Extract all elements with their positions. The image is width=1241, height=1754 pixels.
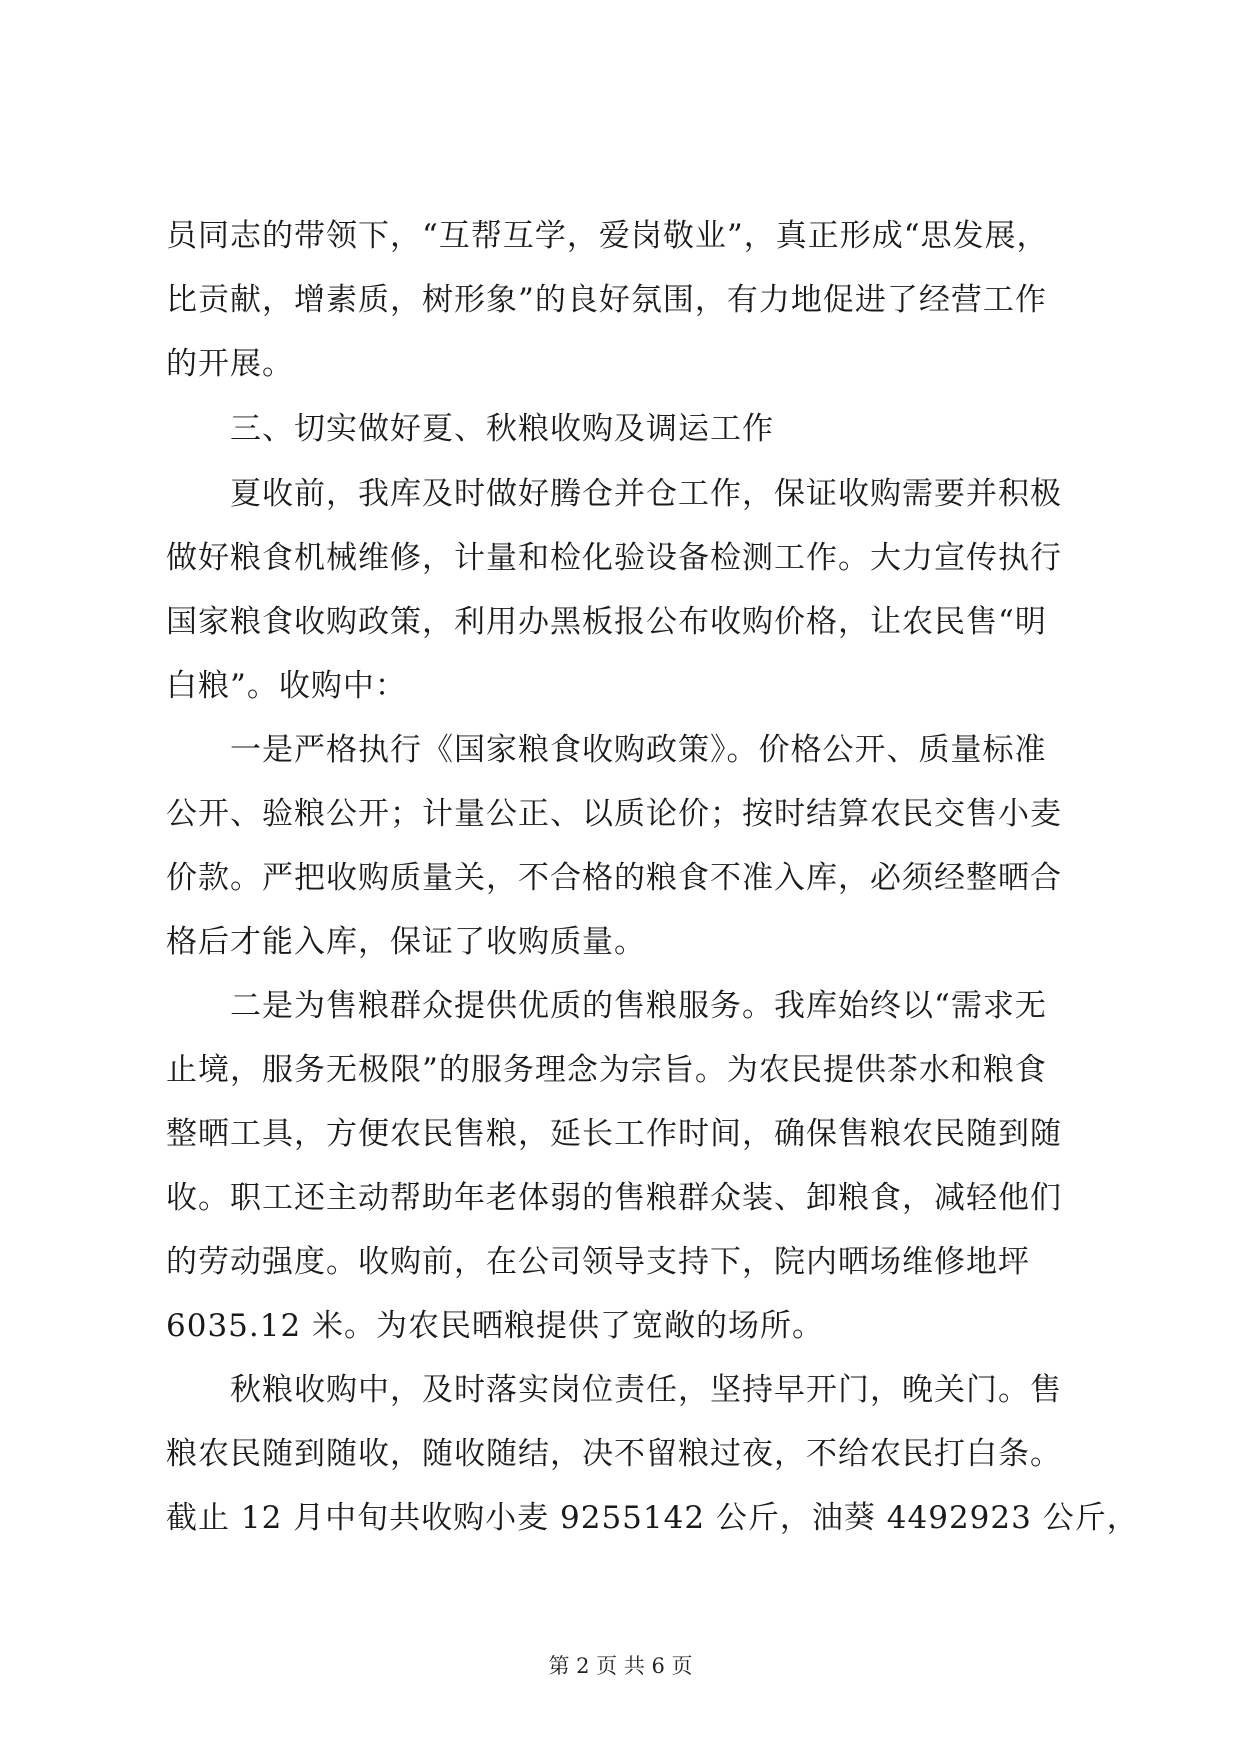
section-heading: 三、切实做好夏、秋粮收购及调运工作 bbox=[166, 411, 774, 447]
text-line: 二是为售粮群众提供优质的售粮服务。我库始终以“需求无 bbox=[166, 988, 1047, 1024]
text-line: 收。职工还主动帮助年老体弱的售粮群众装、卸粮食，减轻他们 bbox=[166, 1180, 1062, 1216]
text-line: 的开展。 bbox=[166, 346, 294, 382]
text-line: 做好粮食机械维修，计量和检化验设备检测工作。大力宣传执行 bbox=[166, 540, 1062, 576]
text-line: 价款。严把收购质量关，不合格的粮食不准入库，必须经整晒合 bbox=[166, 860, 1062, 896]
text-line: 格后才能入库，保证了收购质量。 bbox=[166, 924, 646, 960]
text-line: 的劳动强度。收购前，在公司领导支持下，院内晒场维修地坪 bbox=[166, 1244, 1030, 1280]
text-line: 国家粮食收购政策，利用办黑板报公布收购价格，让农民售“明 bbox=[166, 604, 1047, 640]
text-line: 粮农民随到随收，随收随结，决不留粮过夜，不给农民打白条。 bbox=[166, 1436, 1062, 1472]
text-line: 整晒工具，方便农民售粮，延长工作时间，确保售粮农民随到随 bbox=[166, 1116, 1062, 1152]
text-line: 夏收前，我库及时做好腾仓并仓工作，保证收购需要并积极 bbox=[166, 476, 1062, 512]
text-line: 一是严格执行《国家粮食收购政策》。价格公开、质量标准 bbox=[166, 732, 1047, 768]
text-line: 白粮”。收购中： bbox=[166, 668, 407, 704]
text-line: 秋粮收购中，及时落实岗位责任，坚持早开门，晚关门。售 bbox=[166, 1372, 1062, 1408]
text-line: 公开、验粮公开；计量公正、以质论价；按时结算农民交售小麦 bbox=[166, 796, 1062, 832]
page-number-footer: 第 2 页 共 6 页 bbox=[548, 1654, 693, 1678]
text-line: 员同志的带领下，“互帮互学，爱岗敬业”，真正形成“思发展， bbox=[166, 218, 1049, 254]
text-line: 止境，服务无极限”的服务理念为宗旨。为农民提供茶水和粮食 bbox=[166, 1052, 1047, 1088]
text-line: 6035.12 米。为农民晒粮提供了宽敞的场所。 bbox=[166, 1308, 825, 1344]
text-line: 比贡献，增素质，树形象”的良好氛围，有力地促进了经营工作 bbox=[166, 282, 1047, 318]
text-line: 截止 12 月中旬共收购小麦 9255142 公斤，油葵 4492923 公斤， bbox=[166, 1500, 1139, 1536]
document-body bbox=[166, 204, 1139, 1550]
